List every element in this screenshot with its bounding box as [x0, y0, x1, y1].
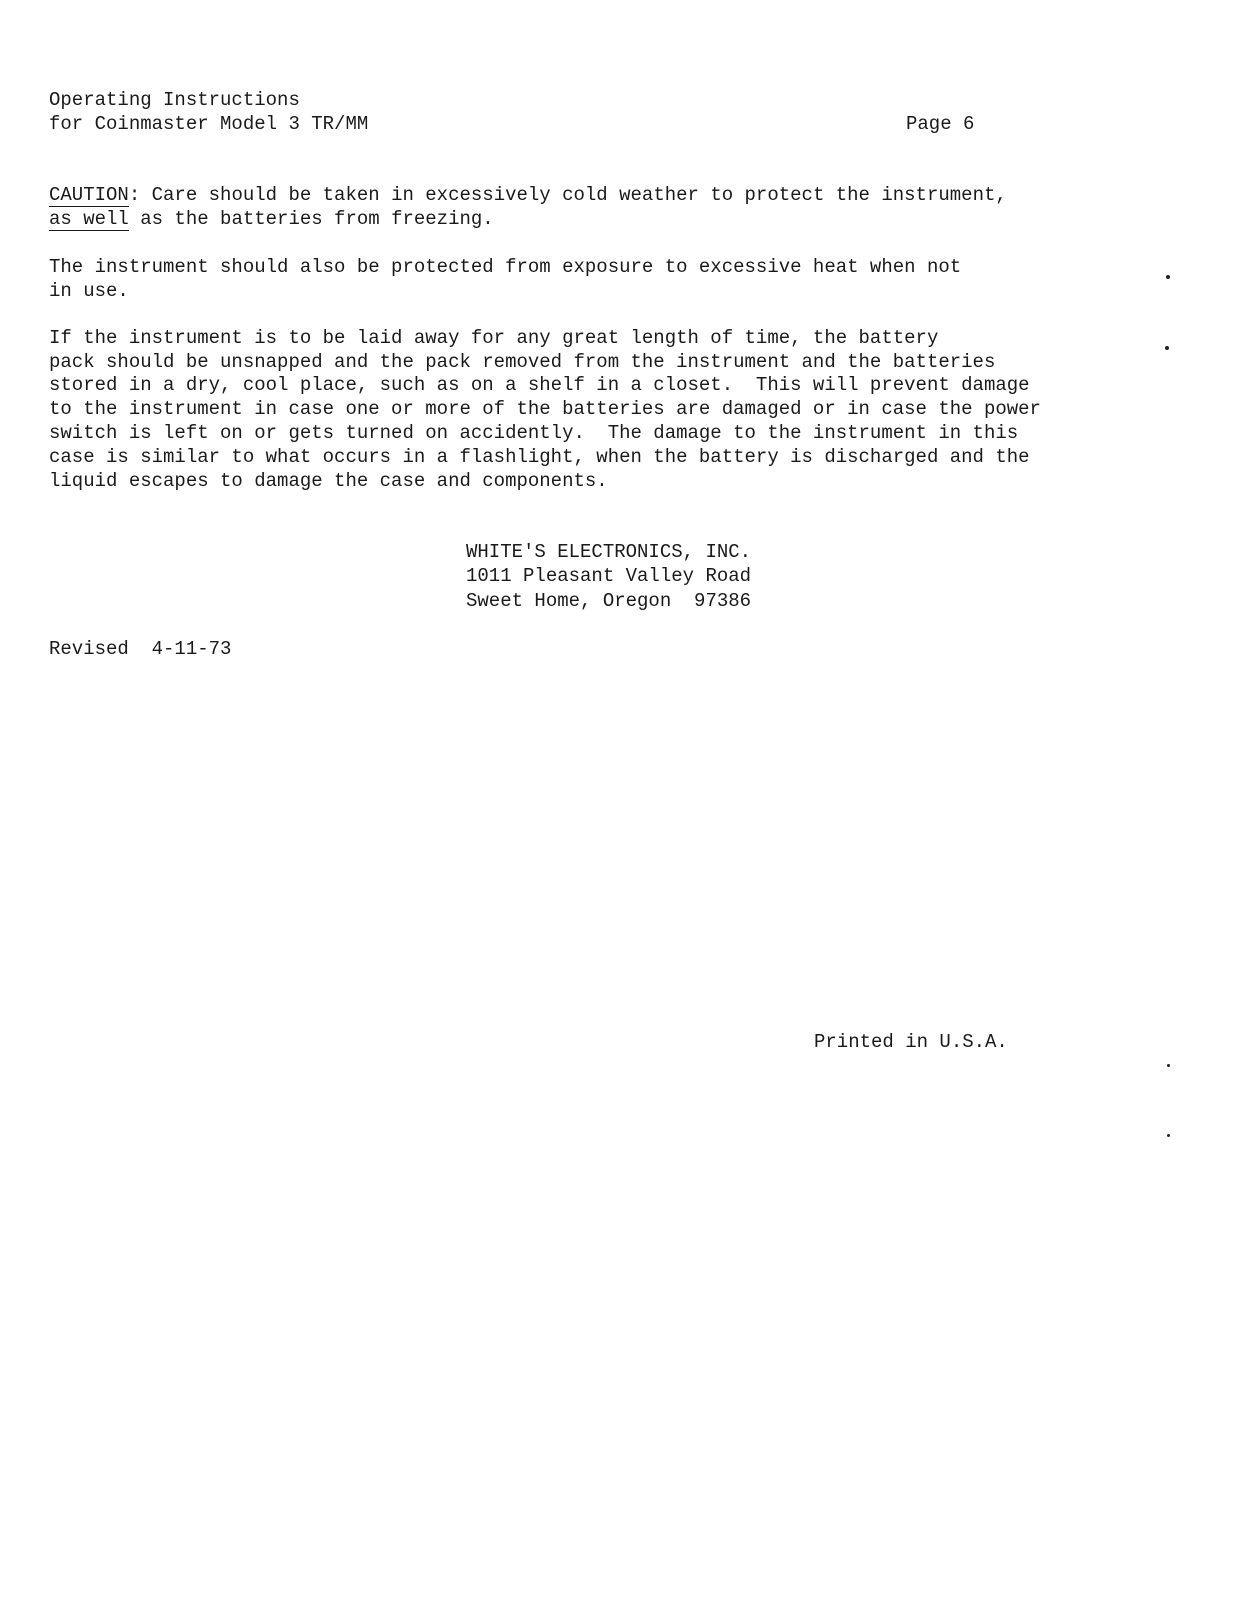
document-title-line2: for Coinmaster Model 3 TR/MM: [49, 113, 369, 135]
caution-text-line2: as the batteries from freezing.: [128, 208, 494, 230]
company-city: Sweet Home, Oregon 97386: [466, 590, 752, 612]
caution-underlined-words: as well: [49, 208, 129, 230]
heat-paragraph-line: The instrument should also be protected from exposure to excessive heat when not: [49, 256, 962, 278]
storage-paragraph-line: If the instrument is to be laid away for any great length of time, the battery: [49, 327, 939, 349]
scan-speck: [1167, 1064, 1170, 1067]
printed-in-usa: Printed in U.S.A.: [814, 1031, 1008, 1053]
page-number: Page 6: [906, 113, 975, 135]
company-street: 1011 Pleasant Valley Road: [466, 565, 752, 587]
company-name: WHITE'S ELECTRONICS, INC.: [466, 541, 752, 563]
scan-speck: [1167, 1134, 1170, 1137]
caution-text-line1: : Care should be taken in excessively cold weather to protect the instrument,: [128, 184, 1007, 206]
caution-label: CAUTION: [49, 184, 129, 206]
caution-line2: [49, 207, 494, 231]
document-title-line1: Operating Instructions: [49, 89, 300, 111]
storage-paragraph-line: switch is left on or gets turned on accidently. The damage to the instrument in this: [49, 422, 1019, 444]
revision-date: Revised 4-11-73: [49, 638, 232, 660]
heat-paragraph-line: in use.: [49, 280, 129, 302]
caution-line1: [49, 183, 1007, 207]
storage-paragraph-line: case is similar to what occurs in a flashlight, when the battery is discharged and the: [49, 446, 1030, 468]
storage-paragraph-line: pack should be unsnapped and the pack removed from the instrument and the batteries: [49, 351, 996, 373]
scan-speck: [1165, 346, 1169, 350]
storage-paragraph-line: to the instrument in case one or more of the batteries are damaged or in case the power: [49, 398, 1041, 420]
storage-paragraph-line: liquid escapes to damage the case and components.: [49, 470, 608, 492]
scan-speck: [1166, 275, 1170, 279]
storage-paragraph-line: stored in a dry, cool place, such as on a shelf in a closet. This will prevent damage: [49, 374, 1030, 396]
